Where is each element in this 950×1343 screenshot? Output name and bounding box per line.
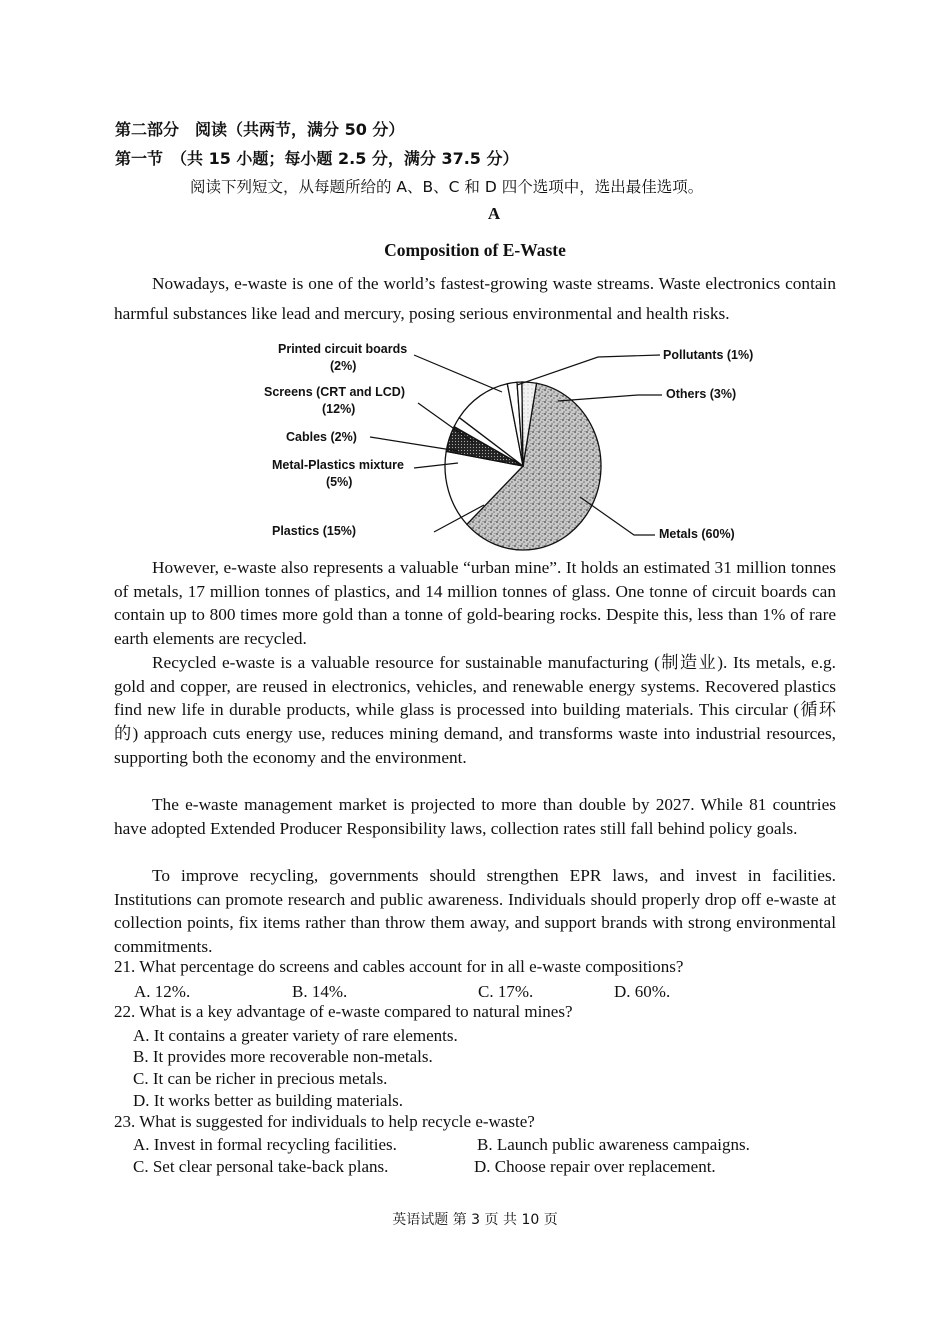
paragraph-4: The e-waste management market is projected to more than double by 2027. While 81 countries have adopted Extended Producer Responsibility laws, collection rates still fall behind policy goals. (114, 795, 836, 838)
leader-pcb (414, 355, 502, 392)
question-23-option-a[interactable]: A. Invest in formal recycling facilities. (133, 1135, 397, 1154)
question-21-option-b[interactable]: B. 14%. (292, 982, 348, 1001)
question-23-option-b[interactable]: B. Launch public awareness campaigns. (477, 1135, 750, 1154)
label-mixture: Metal-Plastics mixture (272, 458, 404, 472)
label-plastics: Plastics (15%) (272, 524, 357, 538)
question-22-option-d[interactable]: D. It works better as building materials. (133, 1091, 404, 1110)
question-21-option-c[interactable]: C. 17%. (478, 982, 534, 1001)
passage-letter: A (487, 204, 501, 223)
paragraph-1: Nowadays, e-waste is one of the world’s fastest-growing waste streams. Waste electronics contain harmful substances like lead and mercury, posing serious environmental and health risks. (114, 274, 836, 323)
subsection-heading: 第一节 （共 15 小题；每小题 2.5 分，满分 37.5 分） (115, 149, 519, 168)
leader-pollutants (517, 355, 660, 385)
label-pcb-pct: (2%) (330, 359, 357, 373)
label-screens-pct: (12%) (322, 402, 356, 416)
paragraph-5: To improve recycling, governments should strengthen EPR laws, and invest in facilities. Institutions can promote research and public awareness. Individuals should properly drop off e-waste at collection points, fix items rather than throw them away, and support brands with strong environmental commitments. (114, 866, 836, 957)
question-22-stem: 22. What is a key advantage of e-waste compared to natural mines? (114, 1002, 573, 1021)
label-cables: Cables (2%) (286, 430, 357, 444)
label-metals: Metals (60%) (659, 527, 735, 541)
section-heading: 第二部分 阅读（共两节，满分 50 分） (115, 120, 405, 139)
label-screens: Screens (CRT and LCD) (264, 385, 405, 399)
question-21-option-a[interactable]: A. 12%. (134, 982, 191, 1001)
question-22-option-c[interactable]: C. It can be richer in precious metals. (133, 1069, 388, 1088)
question-23-option-c[interactable]: C. Set clear personal take-back plans. (133, 1157, 389, 1176)
label-others: Others (3%) (666, 387, 737, 401)
passage-title: Composition of E-Waste (384, 240, 566, 260)
question-21-option-d[interactable]: D. 60%. (614, 982, 671, 1001)
question-23-option-d[interactable]: D. Choose repair over replacement. (474, 1157, 716, 1176)
leader-cables (370, 437, 458, 451)
pie-slices (445, 382, 601, 550)
question-23-stem: 23. What is suggested for individuals to help recycle e-waste? (114, 1112, 535, 1131)
question-21-stem: 21. What percentage do screens and cables account for in all e-waste compositions? (114, 957, 684, 976)
question-22-option-a[interactable]: A. It contains a greater variety of rare elements. (133, 1026, 458, 1045)
label-pcb: Printed circuit boards (278, 342, 408, 356)
paragraph-2: However, e-waste also represents a valuable “urban mine”. It holds an estimated 31 million tonnes of metals, 17 million tonnes of plastics, and 14 million tonnes of glass. One tonne of circuit boards can contain up to 800 times more gold than a tonne of gold-bearing rocks. Despite this, less than 1% of rare earth elements are recycled. (114, 558, 836, 649)
label-pollutants: Pollutants (1%) (663, 348, 754, 362)
page-footer: 英语试题 第 3 页 共 10 页 (392, 1212, 558, 1228)
e-waste-pie-chart (262, 335, 762, 555)
leader-others (558, 395, 662, 401)
question-22-option-b[interactable]: B. It provides more recoverable non-metals. (133, 1047, 433, 1066)
label-mixture-pct: (5%) (326, 475, 353, 489)
paragraph-3: Recycled e-waste is a valuable resource for sustainable manufacturing (制造业). Its metals, e.g. gold and copper, are reused in electronics, vehicles, and renewable energy systems. Recovered plastics find new life in durable products, while glass is processed into building materials. This circular (循环的) approach cuts energy use, reduces mining demand, and transforms waste into industrial resources, supporting both the economy and the environment. (114, 653, 836, 767)
instructions: 阅读下列短文，从每题所给的 A、B、C 和 D 四个选项中，选出最佳选项。 (190, 178, 704, 196)
